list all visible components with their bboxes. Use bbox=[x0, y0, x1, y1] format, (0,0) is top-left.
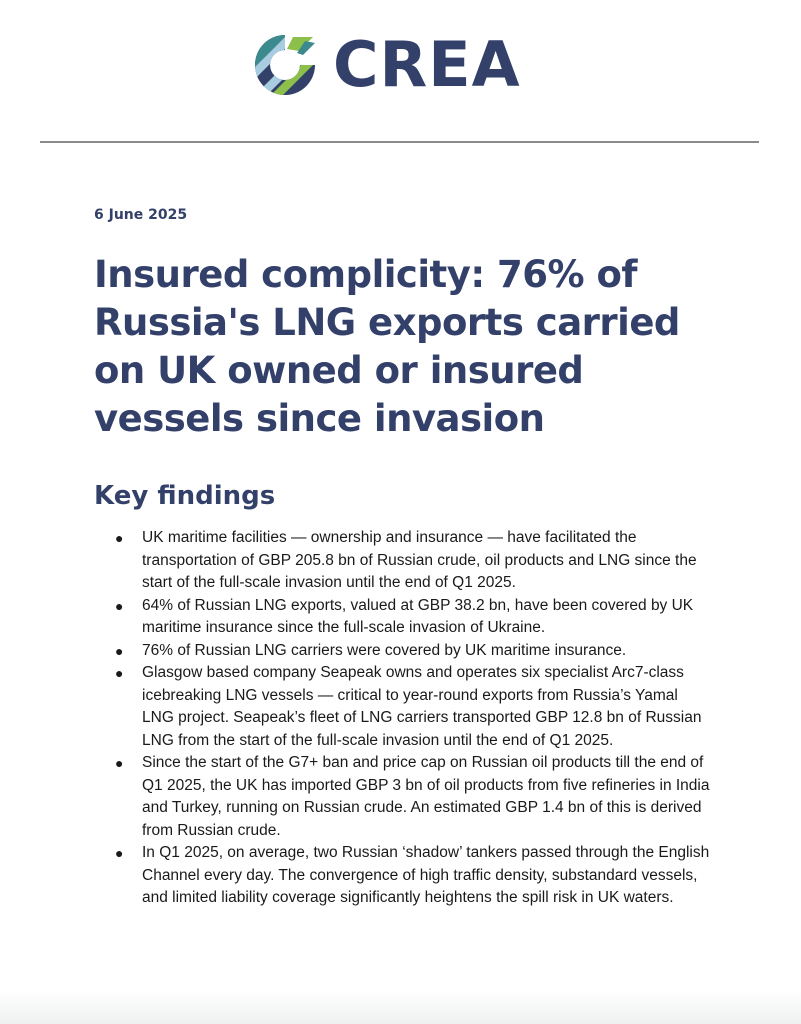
key-findings-list bbox=[112, 527, 712, 910]
finding-text: In Q1 2025, on average, two Russian ‘shadow’ tankers passed through the English Channel every day. The convergence of high traffic density, substandard vessels, and limited liability coverage significantly heightens the spill risk in UK waters. bbox=[142, 844, 710, 906]
finding-text: UK maritime facilities — ownership and insurance — have facilitated the transportation of GBP 205.8 bn of Russian crude, oil products and LNG since the start of the full-scale invasion until the end of Q1 2025. bbox=[142, 529, 697, 591]
bullet-icon: ● bbox=[115, 530, 124, 546]
list-item bbox=[112, 527, 712, 595]
bullet-icon: ● bbox=[115, 845, 124, 861]
finding-text: 76% of Russian LNG carriers were covered by UK maritime insurance. bbox=[142, 641, 627, 659]
key-findings-heading: Key findings bbox=[94, 481, 276, 511]
finding-text: Since the start of the G7+ ban and price cap on Russian oil products till the end of Q1 2025, the UK has imported GBP 3 bn of oil products from five refineries in India and Turkey, running on Russian crude. An estimated GBP 1.4 bn of this is derived from Russian crude. bbox=[142, 754, 710, 839]
bullet-icon: ● bbox=[115, 597, 124, 614]
publication-date: 6 June 2025 bbox=[94, 207, 188, 223]
crea-logo bbox=[253, 28, 521, 101]
bullet-icon: ● bbox=[115, 755, 124, 771]
bullet-icon: ● bbox=[115, 665, 124, 681]
crea-logo-mark-icon bbox=[253, 33, 317, 97]
page-bottom-edge bbox=[0, 990, 801, 1024]
article-title: Insured complicity: 76% of Russia's LNG exports carried on UK owned or insured vessels since invasion bbox=[94, 253, 680, 440]
list-item bbox=[112, 595, 712, 640]
finding-text: Glasgow based company Seapeak owns and operates six specialist Arc7-class icebreaking LNG vessels — critical to year-round exports from Russia’s Yamal LNG project. Seapeak’s fleet of LNG carriers transported GBP 12.8 bn of Russian LNG from the start of the full-scale invasion until the end of Q1 2025. bbox=[142, 664, 702, 749]
crea-wordmark: CREA bbox=[333, 28, 521, 101]
list-item bbox=[112, 640, 712, 663]
header-divider bbox=[40, 141, 759, 143]
finding-text: 64% of Russian LNG exports, valued at GBP 38.2 bn, have been covered by UK maritime insurance since the full-scale invasion of Ukraine. bbox=[142, 596, 694, 636]
list-item bbox=[112, 842, 712, 910]
list-item bbox=[112, 752, 712, 842]
bullet-icon: ● bbox=[115, 642, 124, 659]
list-item bbox=[112, 662, 712, 752]
